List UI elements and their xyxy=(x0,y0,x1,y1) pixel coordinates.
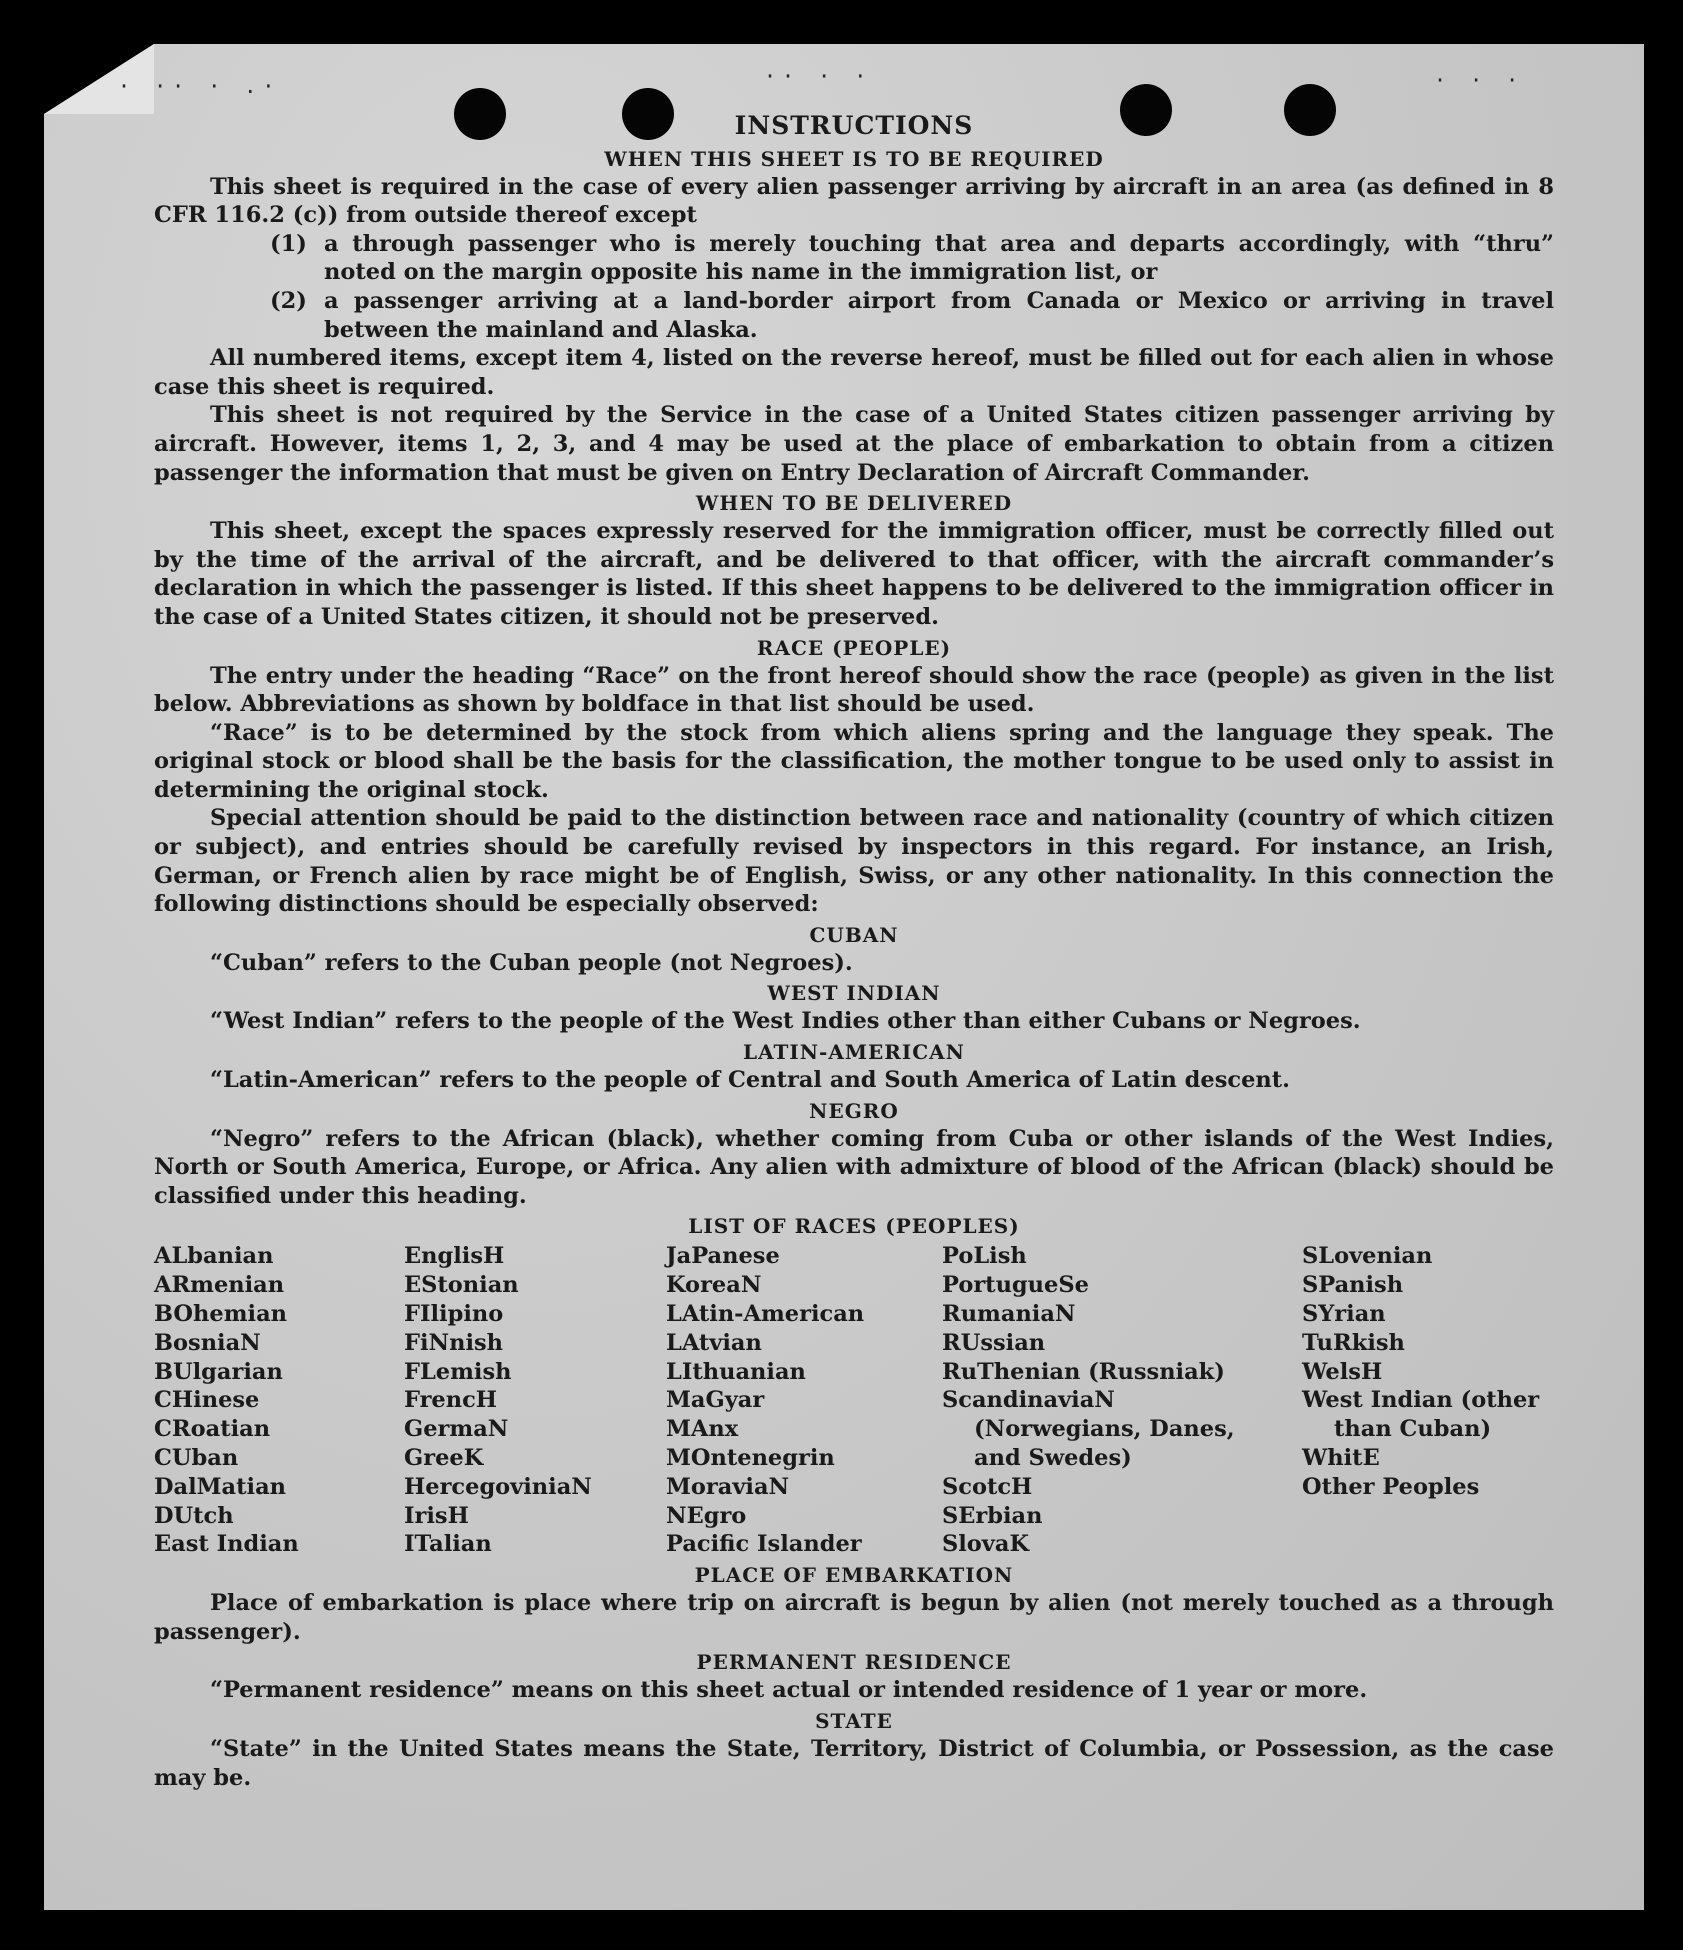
section-heading: NEGRO xyxy=(809,1098,899,1123)
race-item: LAtin-American xyxy=(666,1301,865,1327)
race-item: TuRkish xyxy=(1302,1329,1405,1356)
section-heading: CUBAN xyxy=(809,922,899,947)
section-heading: LATIN-AMERICAN xyxy=(743,1040,965,1065)
race-item: EnglisH xyxy=(404,1243,505,1270)
race-item: GreeK xyxy=(404,1444,484,1471)
list-text: a through passenger who is merely touching that area and departs accordingly, with “thru” noted on the margin opposite his name in the immigration list, or xyxy=(324,230,1554,286)
paragraph: “Negro” refers to the African (black), whether coming from Cuba or other islands of the West Indies, North or South America, Europe, or Africa. Any alien with admixture of blood of the African (black) should be classified under this heading. xyxy=(154,1125,1554,1209)
race-item: KoreaN xyxy=(666,1272,762,1299)
list-number: (1) xyxy=(270,230,307,257)
paragraph: This sheet, except the spaces expressly reserved for the immigration officer, must be correctly filled out by the time of the arrival of the aircraft, and be delivered to that officer, with the aircraft commander’s declaration in which the passenger is listed. If this sheet happens to be delivered to the immigration officer in the case of a United States citizen, it should not be preserved. xyxy=(154,518,1554,630)
paragraph: All numbered items, except item 4, listed on the reverse hereof, must be filled out for each alien in whose case this sheet is required. xyxy=(154,345,1554,400)
paragraph: “Permanent residence” means on this sheet actual or intended residence of 1 year or more. xyxy=(210,1677,1368,1704)
race-item: West Indian (other than Cuban) xyxy=(1302,1387,1540,1443)
race-item: SYrian xyxy=(1302,1301,1386,1327)
race-item: NEgro xyxy=(666,1502,747,1529)
race-item: JaPanese xyxy=(666,1243,780,1270)
race-item: PoLish xyxy=(942,1243,1027,1270)
list-text: a passenger arriving at a land-border airport from Canada or Mexico or arriving in travel between the mainland and Alaska. xyxy=(324,287,1554,343)
paragraph: Place of embarkation is place where trip on aircraft is begun by alien (not merely touched as a through passenger). xyxy=(154,1590,1554,1645)
race-item: MOntenegrin xyxy=(666,1444,835,1471)
race-item: SPanish xyxy=(1302,1272,1404,1299)
document-sheet xyxy=(44,44,1644,1910)
page-title: INSTRUCTIONS xyxy=(734,111,974,140)
race-item: SLovenian xyxy=(1302,1243,1433,1270)
list-item xyxy=(270,287,1554,344)
race-item: FIlipino xyxy=(404,1301,504,1327)
section-heading: STATE xyxy=(815,1708,893,1733)
paragraph: “Cuban” refers to the Cuban people (not Negroes). xyxy=(210,949,853,976)
race-item: ScotcH xyxy=(942,1473,1033,1500)
paragraph: “Race” is to be determined by the stock from which aliens spring and the language they speak. The original stock or blood shall be the basis for the classification, the mother tongue to be used only to assist in determining the original stock. xyxy=(154,719,1554,803)
instructions-content xyxy=(154,112,1554,1792)
race-item: MaGyar xyxy=(666,1387,765,1414)
paragraph: This sheet is not required by the Service in the case of a United States citizen passenger arriving by aircraft. However, items 1, 2, 3, and 4 may be used at the place of embarkation to obtain from a citizen passenger the information that must be given on Entry Declaration of Aircraft Commander. xyxy=(154,402,1554,486)
race-item: WelsH xyxy=(1302,1358,1383,1385)
race-item: CHinese xyxy=(154,1387,260,1414)
race-item: RUssian xyxy=(942,1329,1046,1356)
section-heading: RACE (PEOPLE) xyxy=(756,635,952,660)
race-item: ARmenian xyxy=(154,1272,285,1299)
section-heading: PERMANENT RESIDENCE xyxy=(696,1650,1012,1675)
section-heading: WHEN TO BE DELIVERED xyxy=(695,491,1013,516)
race-item: Other Peoples xyxy=(1302,1473,1480,1500)
races-column xyxy=(666,1242,942,1559)
perforation-marks: ·· · · xyxy=(764,64,873,88)
race-item: BUlgarian xyxy=(154,1358,283,1385)
paragraph: “Latin-American” refers to the people of Central and South America of Latin descent. xyxy=(210,1067,1290,1094)
races-column xyxy=(154,1242,404,1559)
paragraph: Special attention should be paid to the distinction between race and nationality (country of which citizen or subject), and entries should be carefully revised by inspectors in this regard. For instance, an Irish, German, or French alien by race might be of English, Swiss, or any other nationality. In this connection the following distinctions should be especially observed: xyxy=(154,805,1554,918)
race-item: RuThenian (Russniak) xyxy=(942,1358,1225,1385)
race-item: ScandinaviaN (Norwegians, Danes, and Swedes) xyxy=(942,1387,1235,1471)
race-item: CRoatian xyxy=(154,1416,271,1443)
paragraph: The entry under the heading “Race” on the front hereof should show the race (people) as given in the list below. Abbreviations as shown by boldface in that list should be used. xyxy=(154,662,1554,718)
race-item: FLemish xyxy=(404,1358,512,1385)
races-list xyxy=(154,1242,1554,1559)
race-item: DUtch xyxy=(154,1502,234,1529)
race-item: SErbian xyxy=(942,1502,1043,1529)
paragraph: “West Indian” refers to the people of the West Indies other than either Cubans or Negroes. xyxy=(210,1008,1361,1035)
race-item: RumaniaN xyxy=(942,1301,1076,1327)
perforation-marks: · ·· · .· xyxy=(118,74,281,98)
race-item: MAnx xyxy=(666,1416,739,1443)
race-item: East Indian xyxy=(154,1531,299,1558)
race-item: LAtvian xyxy=(666,1329,762,1356)
races-column xyxy=(404,1242,666,1559)
race-item: FiNnish xyxy=(404,1329,504,1356)
races-column xyxy=(942,1242,1302,1559)
race-item: HercegoviniaN xyxy=(404,1473,592,1500)
race-item: FrencH xyxy=(404,1387,498,1414)
perforation-marks: · · · xyxy=(1434,68,1525,92)
race-item: WhitE xyxy=(1302,1444,1380,1471)
list-number: (2) xyxy=(270,287,307,314)
race-item: SlovaK xyxy=(942,1531,1030,1558)
race-item: DalMatian xyxy=(154,1473,287,1500)
race-item: CUban xyxy=(154,1444,239,1471)
race-item: BOhemian xyxy=(154,1301,288,1327)
race-item: IrisH xyxy=(404,1502,469,1529)
race-item: PortugueSe xyxy=(942,1272,1089,1299)
section-heading: WEST INDIAN xyxy=(767,981,941,1006)
list-item xyxy=(270,230,1554,287)
section-heading: WHEN THIS SHEET IS TO BE REQUIRED xyxy=(604,146,1104,171)
race-item: EStonian xyxy=(404,1272,519,1299)
race-item: ITalian xyxy=(404,1531,492,1558)
paragraph: This sheet is required in the case of every alien passenger arriving by aircraft in an area (as defined in 8 CFR 116.2 (c)) from outside thereof except xyxy=(154,173,1554,229)
races-column xyxy=(1302,1242,1554,1559)
section-heading: PLACE OF EMBARKATION xyxy=(694,1563,1014,1588)
race-item: BosniaN xyxy=(154,1329,261,1356)
race-item: Pacific Islander xyxy=(666,1531,862,1558)
race-item: MoraviaN xyxy=(666,1473,790,1500)
races-heading: LIST OF RACES (PEOPLES) xyxy=(688,1214,1020,1239)
race-item: GermaN xyxy=(404,1416,509,1443)
race-item: ALbanian xyxy=(154,1243,274,1270)
race-item: LIthuanian xyxy=(666,1358,806,1385)
paragraph: “State” in the United States means the State, Territory, District of Columbia, or Possession, as the case may be. xyxy=(154,1735,1554,1791)
